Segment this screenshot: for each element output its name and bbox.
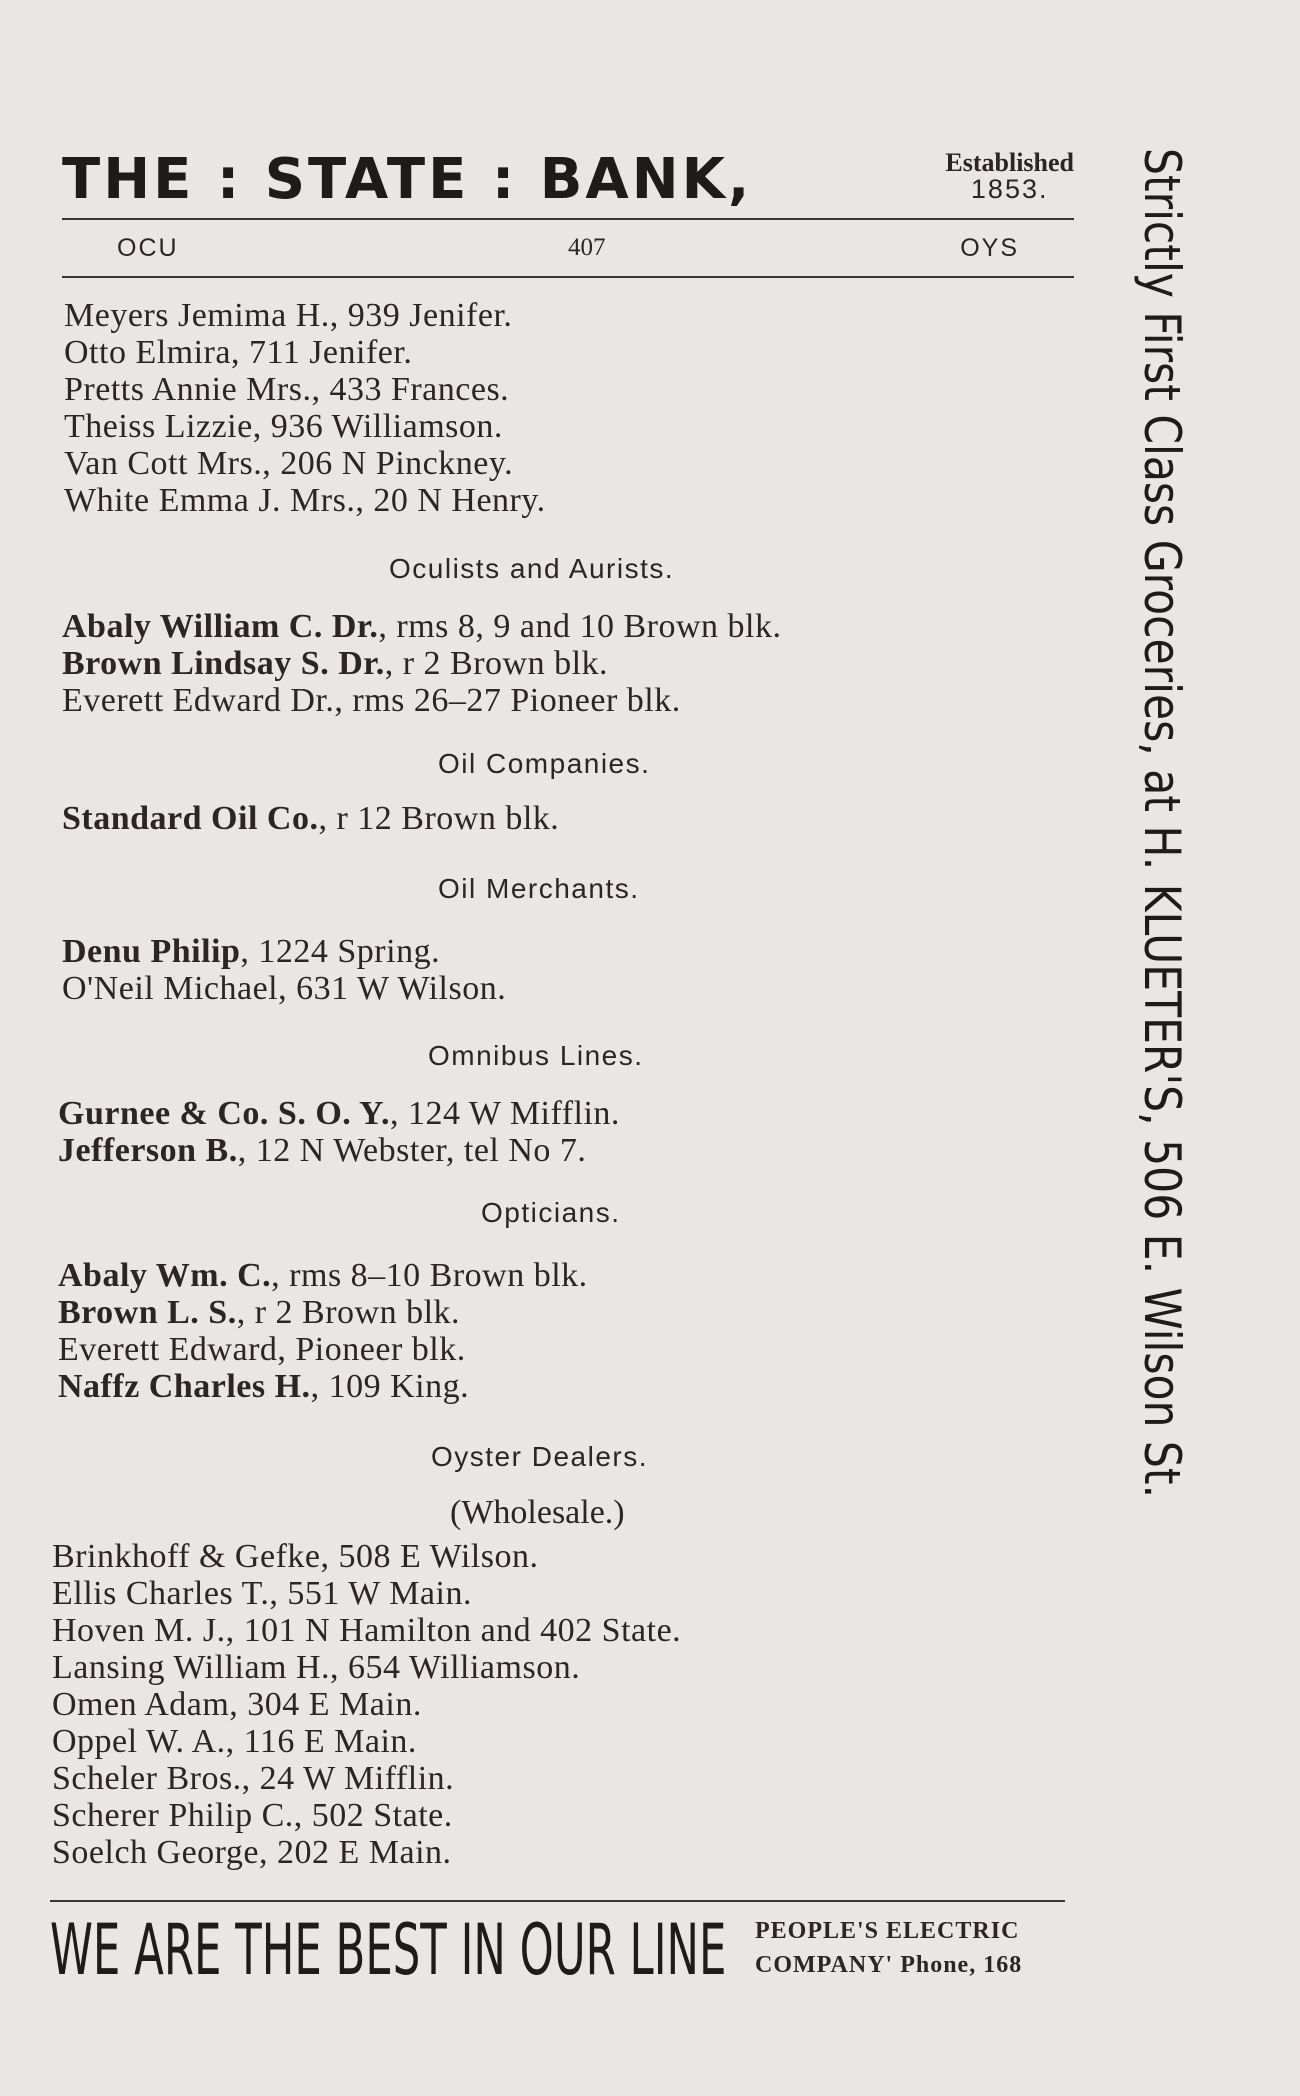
established-year: 1853. <box>970 174 1049 204</box>
section-heading-opticians: Opticians. <box>481 1197 621 1228</box>
list-item: Brown Lindsay S. Dr., r 2 Brown blk. <box>62 645 609 682</box>
running-head-right: OYS <box>960 234 1019 262</box>
section-heading-omnibus: Omnibus Lines. <box>428 1040 644 1071</box>
list-item: Scherer Philip C., 502 State. <box>52 1797 453 1834</box>
list-item: Van Cott Mrs., 206 N Pinckney. <box>64 445 514 482</box>
established-label: Established <box>945 148 1074 177</box>
section-subheading-wholesale: (Wholesale.) <box>450 1494 625 1531</box>
section-heading-oil-companies: Oil Companies. <box>438 748 651 779</box>
list-item: Pretts Annie Mrs., 433 Frances. <box>64 371 510 408</box>
list-item: Jefferson B., 12 N Webster, tel No 7. <box>58 1132 587 1169</box>
list-item: White Emma J. Mrs., 20 N Henry. <box>64 482 546 519</box>
list-item: Meyers Jemima H., 939 Jenifer. <box>64 297 513 334</box>
list-item: Soelch George, 202 E Main. <box>52 1834 452 1871</box>
section-heading-oyster-dealers: Oyster Dealers. <box>431 1441 648 1472</box>
side-ad-text: Strictly First Class Groceries, at H. KLUETER'S, 506 E. Wilson St. <box>1133 148 1191 1499</box>
page-number: 407 <box>568 234 606 261</box>
list-item: Gurnee & Co. S. O. Y., 124 W Mifflin. <box>58 1095 620 1132</box>
list-item: Otto Elmira, 711 Jenifer. <box>64 334 413 371</box>
list-item: Abaly Wm. C., rms 8–10 Brown blk. <box>58 1257 588 1294</box>
list-item: Oppel W. A., 116 E Main. <box>52 1723 417 1760</box>
footer-slogan: WE ARE THE BEST IN OUR LINE <box>50 1909 727 1991</box>
list-item: Brown L. S., r 2 Brown blk. <box>58 1294 461 1331</box>
footer-company-line2: COMPANY' Phone, 168 <box>755 1952 1023 1978</box>
list-item: Abaly William C. Dr., rms 8, 9 and 10 Brown blk. <box>62 608 782 645</box>
section-heading-oculists: Oculists and Aurists. <box>389 553 675 584</box>
list-item: Standard Oil Co., r 12 Brown blk. <box>62 800 560 837</box>
list-item: Omen Adam, 304 E Main. <box>52 1686 422 1723</box>
list-item: Everett Edward, Pioneer blk. <box>58 1331 466 1368</box>
list-item: Everett Edward Dr., rms 26–27 Pioneer blk. <box>62 682 681 719</box>
section-heading-oil-merchants: Oil Merchants. <box>438 873 640 904</box>
list-item: Hoven M. J., 101 N Hamilton and 402 State. <box>52 1612 682 1649</box>
footer-rule <box>50 1900 1065 1902</box>
list-item: Naffz Charles H., 109 King. <box>58 1368 470 1405</box>
list-item: Brinkhoff & Gefke, 508 E Wilson. <box>52 1538 539 1575</box>
list-item: O'Neil Michael, 631 W Wilson. <box>62 970 507 1007</box>
bank-title: THE : STATE : BANK, <box>62 147 753 212</box>
footer-company <box>755 1914 1065 1982</box>
list-item: Denu Philip, 1224 Spring. <box>62 933 441 970</box>
footer-company-line1: PEOPLE'S ELECTRIC <box>755 1918 1020 1944</box>
list-item: Lansing William H., 654 Williamson. <box>52 1649 581 1686</box>
list-item: Ellis Charles T., 551 W Main. <box>52 1575 472 1612</box>
list-item: Scheler Bros., 24 W Mifflin. <box>52 1760 455 1797</box>
list-item: Theiss Lizzie, 936 Williamson. <box>64 408 503 445</box>
running-head-left: OCU <box>117 234 179 262</box>
